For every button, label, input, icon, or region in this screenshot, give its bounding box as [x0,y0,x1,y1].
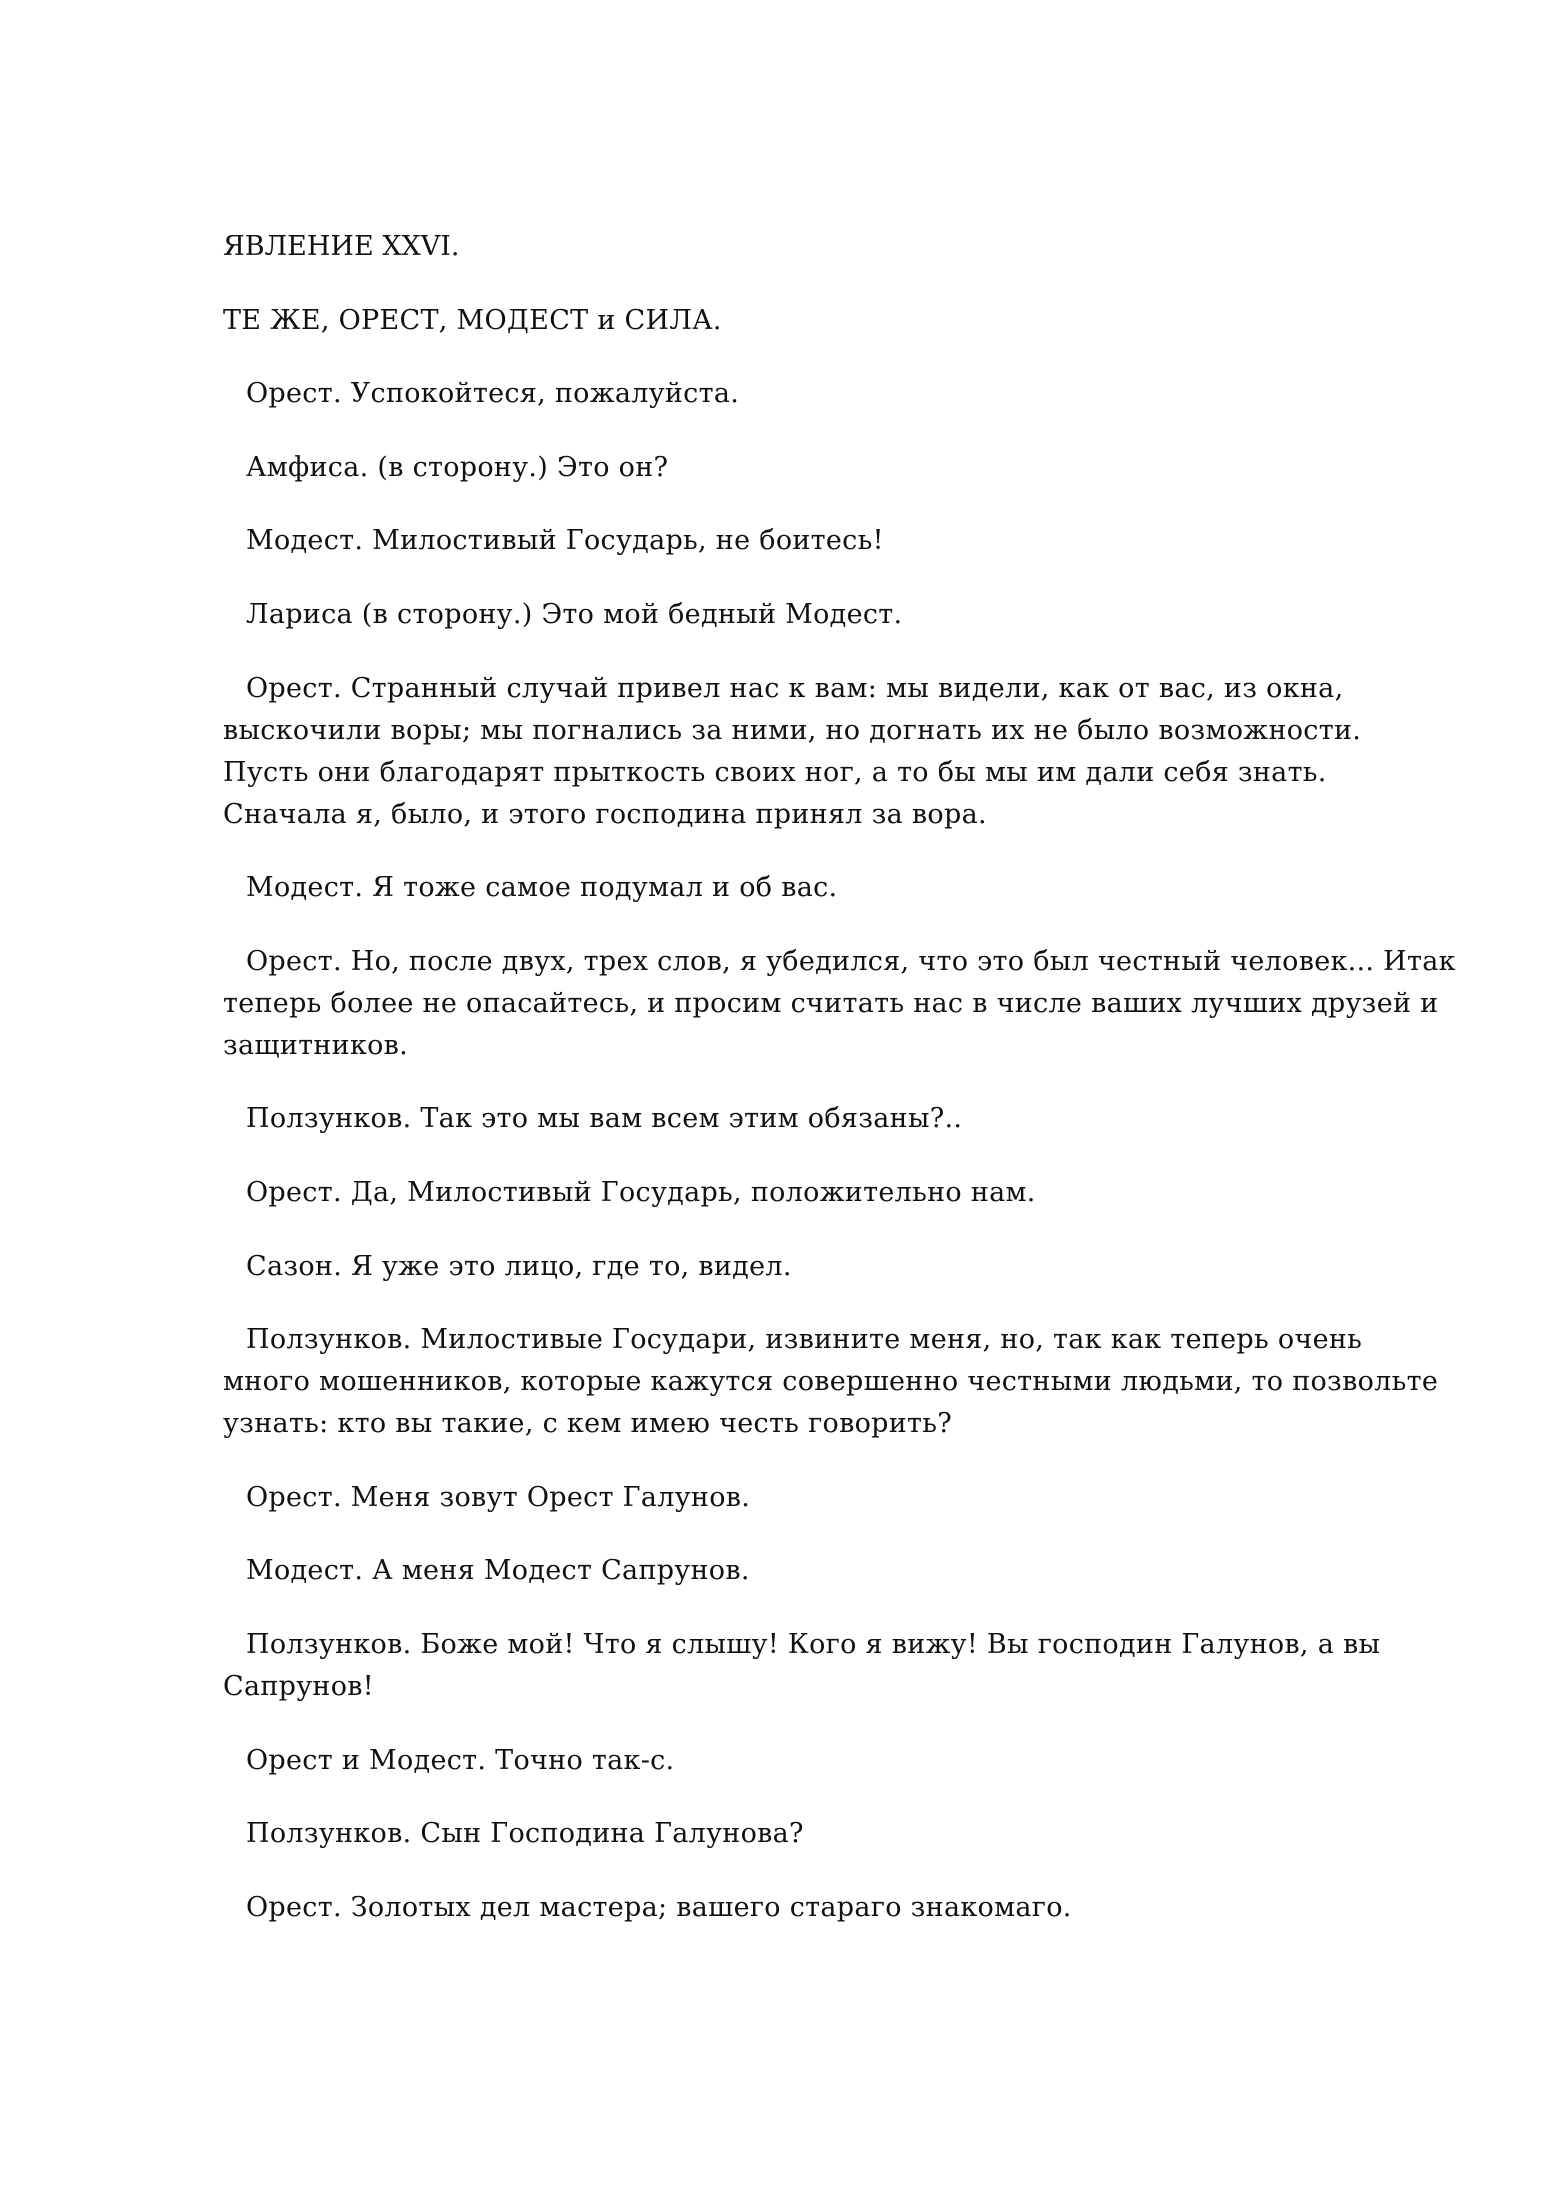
text-line: Ползунков. Сын Господина Галунова? [246,1818,804,1850]
dialogue-paragraph [223,1624,1523,1708]
text-line: Модест. Милостивый Государь, не боитесь! [246,525,884,557]
text-line: Сазон. Я уже это лицо, где то, видел. [246,1250,792,1282]
scene-heading [223,226,1523,268]
text-line: Ползунков. Милостивые Государи, извините меня, но, так как теперь очень [246,1324,1363,1356]
cast-list [223,300,1523,342]
text-line: выскочили воры; мы погнались за ними, но догнать их не было возможности. [223,714,1362,746]
dialogue [223,373,1523,1929]
text-line: Ползунков. Так это мы вам всем этим обязаны?.. [246,1103,963,1135]
text-line: Орест. Да, Милостивый Государь, положительно нам. [246,1176,1036,1208]
text-line: Орест. Странный случай привел нас к вам: мы видели, как от вас, из окна, [246,672,1344,704]
text-line: Модест. А меня Модест Сапрунов. [246,1555,750,1587]
dialogue-paragraph [223,941,1523,1067]
dialogue-paragraph [223,1172,1523,1214]
dialogue-paragraph [223,594,1523,636]
dialogue-paragraph [223,1887,1523,1929]
text-line: Орест. Но, после двух, трех слов, я убедился, что это был честный человек... Итак [246,945,1456,977]
dialogue-paragraph [223,1813,1523,1855]
text-line: узнать: кто вы такие, с кем имею честь говорить? [223,1408,953,1440]
text-line: Пусть они благодарят прыткость своих ног, а то бы мы им дали себя знать. [223,756,1327,788]
text-line: Модест. Я тоже самое подумал и об вас. [246,872,838,904]
dialogue-paragraph [223,1098,1523,1140]
text-line: теперь более не опасайтесь, и просим считать нас в числе ваших лучших друзей и [223,987,1439,1019]
dialogue-paragraph [223,373,1523,415]
text-line: Орест. Успокойтеся, пожалуйста. [246,378,740,410]
text-line: Орест. Меня зовут Орест Галунов. [246,1481,751,1513]
text-line: Орест и Модест. Точно так-с. [246,1744,675,1776]
text-line: Лариса (в сторону.) Это мой бедный Модест. [246,598,903,630]
text-line: много мошенников, которые кажутся совершенно честными людьми, то позвольте [223,1366,1439,1398]
document-page [223,226,1523,1960]
dialogue-paragraph [223,1246,1523,1288]
scene-heading-text: ЯВЛЕНИЕ XXVI. [223,231,460,262]
dialogue-paragraph [223,668,1523,836]
dialogue-paragraph [223,447,1523,489]
text-line: защитников. [223,1029,409,1061]
dialogue-paragraph [223,1477,1523,1519]
text-line: Орест. Золотых дел мастера; вашего стараго знакомаго. [246,1891,1072,1923]
text-line: Сапрунов! [223,1670,374,1702]
dialogue-paragraph [223,1319,1523,1445]
dialogue-paragraph [223,867,1523,909]
cast-list-text: ТЕ ЖЕ, ОРЕСТ, МОДЕСТ и СИЛА. [223,304,722,336]
dialogue-paragraph [223,1550,1523,1592]
dialogue-paragraph [223,1740,1523,1782]
text-line: Сначала я, было, и этого господина принял за вора. [223,798,987,830]
text-line: Ползунков. Боже мой! Что я слышу! Кого я вижу! Вы господин Галунов, а вы [246,1628,1381,1660]
text-line: Амфиса. (в сторону.) Это он? [246,451,669,483]
dialogue-paragraph [223,520,1523,562]
